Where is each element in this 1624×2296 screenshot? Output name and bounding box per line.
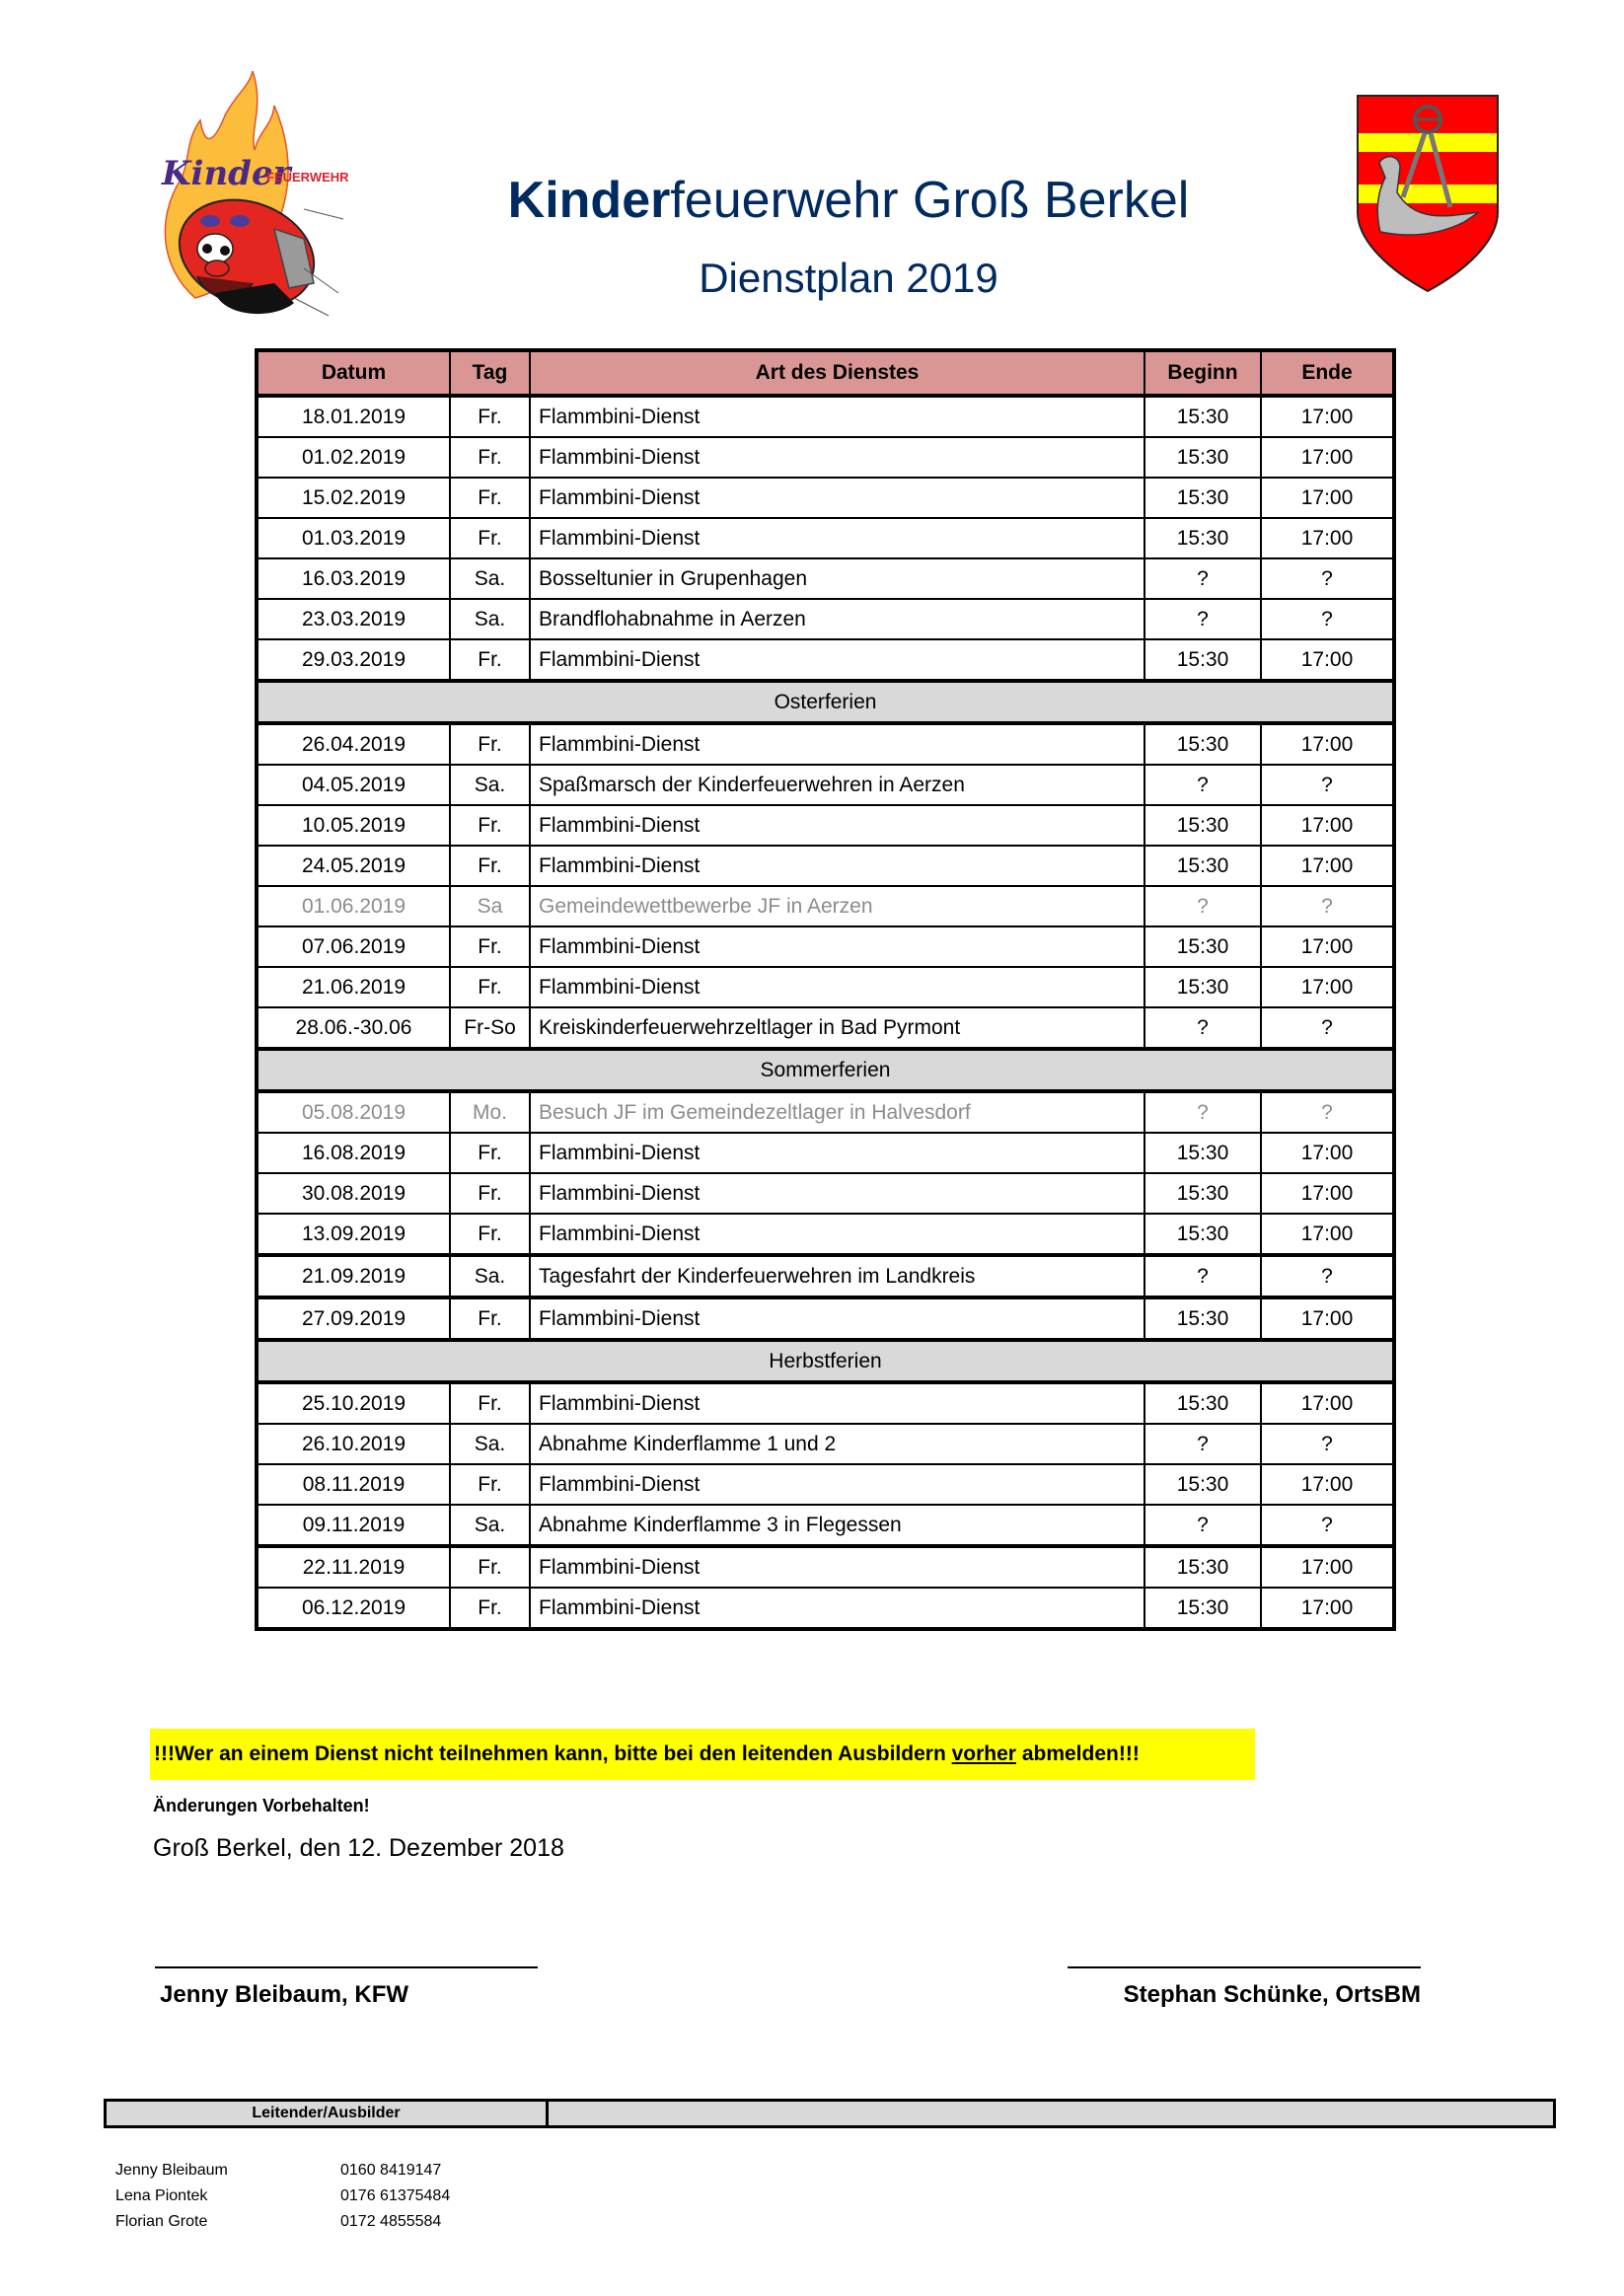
section-label: Osterferien [257, 681, 1394, 723]
cell-beginn: ? [1144, 1255, 1261, 1297]
cell-beginn: ? [1144, 599, 1261, 639]
cell-ende: 17:00 [1261, 518, 1394, 558]
table-row [257, 1133, 1394, 1173]
cell-ende: ? [1261, 1424, 1394, 1464]
cell-datum: 13.09.2019 [257, 1214, 450, 1255]
cell-art: Flammbini-Dienst [530, 1546, 1144, 1588]
cell-beginn: 15:30 [1144, 1588, 1261, 1629]
cell-datum: 21.09.2019 [257, 1255, 450, 1297]
cell-art: Flammbini-Dienst [530, 1133, 1144, 1173]
cell-ende: ? [1261, 1505, 1394, 1546]
cell-art: Spaßmarsch der Kinderfeuerwehren in Aerzen [530, 765, 1144, 805]
cell-art: Flammbini-Dienst [530, 1588, 1144, 1629]
cell-beginn: 15:30 [1144, 846, 1261, 886]
section-label: Herbstferien [257, 1340, 1394, 1382]
cell-art: Flammbini-Dienst [530, 1214, 1144, 1255]
contact-row [115, 2185, 450, 2208]
signature-name-left: Jenny Bleibaum, KFW [160, 1981, 409, 2008]
cell-tag: Fr. [450, 518, 530, 558]
cell-ende: 17:00 [1261, 1133, 1394, 1173]
cell-ende: ? [1261, 1255, 1394, 1297]
cell-ende: 17:00 [1261, 1297, 1394, 1340]
cell-beginn: 15:30 [1144, 723, 1261, 765]
section-row [257, 1049, 1394, 1091]
cell-ende: 17:00 [1261, 926, 1394, 967]
cell-tag: Fr. [450, 437, 530, 478]
table-row [257, 805, 1394, 846]
section-label: Sommerferien [257, 1049, 1394, 1091]
cell-datum: 18.01.2019 [257, 396, 450, 437]
cell-ende: 17:00 [1261, 1173, 1394, 1214]
column-header-beginn: Beginn [1144, 350, 1261, 396]
column-header-ende: Ende [1261, 350, 1394, 396]
signature-line-left [155, 1966, 538, 1968]
cell-beginn: 15:30 [1144, 926, 1261, 967]
cell-beginn: 15:30 [1144, 518, 1261, 558]
notice-underlined-word: vorher [951, 1742, 1016, 1765]
cell-ende: 17:00 [1261, 1382, 1394, 1424]
cell-beginn: ? [1144, 886, 1261, 926]
cell-datum: 01.06.2019 [257, 886, 450, 926]
column-header-art: Art des Dienstes [530, 350, 1144, 396]
table-row [257, 599, 1394, 639]
cell-ende: ? [1261, 886, 1394, 926]
cell-ende: ? [1261, 599, 1394, 639]
cell-datum: 26.10.2019 [257, 1424, 450, 1464]
cell-beginn: 15:30 [1144, 639, 1261, 681]
cell-art: Kreiskinderfeuerwehrzeltlager in Bad Pyrmont [530, 1007, 1144, 1049]
contact-phone: 0176 61375484 [340, 2187, 451, 2204]
title-rest-part: feuerwehr Groß Berkel [670, 172, 1190, 229]
table-row [257, 1546, 1394, 1588]
cell-tag: Fr. [450, 1464, 530, 1505]
cell-datum: 21.06.2019 [257, 967, 450, 1007]
svg-text:FEUERWEHR: FEUERWEHR [266, 170, 349, 185]
signature-line-right [1068, 1966, 1421, 1968]
cell-ende: ? [1261, 558, 1394, 599]
cell-ende: 17:00 [1261, 805, 1394, 846]
section-row [257, 681, 1394, 723]
notice-text-end: abmelden!!! [1015, 1742, 1140, 1765]
svg-text:Kinder: Kinder [162, 154, 291, 193]
cell-datum: 09.11.2019 [257, 1505, 450, 1546]
cell-ende: 17:00 [1261, 1588, 1394, 1629]
cell-datum: 26.04.2019 [257, 723, 450, 765]
contact-header-empty-cell [549, 2102, 1553, 2125]
fire-truck-mascot-icon [156, 71, 363, 318]
cell-datum: 23.03.2019 [257, 599, 450, 639]
cell-beginn: 15:30 [1144, 1173, 1261, 1214]
cell-datum: 30.08.2019 [257, 1173, 450, 1214]
cell-art: Brandflohabnahme in Aerzen [530, 599, 1144, 639]
cell-tag: Fr. [450, 1173, 530, 1214]
cell-art: Flammbini-Dienst [530, 805, 1144, 846]
table-row [257, 558, 1394, 599]
cell-tag: Sa. [450, 1424, 530, 1464]
cell-art: Flammbini-Dienst [530, 1173, 1144, 1214]
cell-datum: 01.02.2019 [257, 437, 450, 478]
cell-datum: 05.08.2019 [257, 1091, 450, 1133]
cell-tag: Fr. [450, 723, 530, 765]
contact-header-label: Leitender/Ausbilder [107, 2102, 549, 2125]
cell-tag: Fr. [450, 805, 530, 846]
contact-name: Florian Grote [115, 2213, 208, 2230]
cell-tag: Fr. [450, 639, 530, 681]
contact-name: Jenny Bleibaum [115, 2162, 228, 2179]
table-row [257, 765, 1394, 805]
cell-ende: 17:00 [1261, 967, 1394, 1007]
cell-ende: ? [1261, 1007, 1394, 1049]
cell-beginn: 15:30 [1144, 1214, 1261, 1255]
table-row [257, 1588, 1394, 1629]
cell-tag: Fr. [450, 1214, 530, 1255]
cell-tag: Sa. [450, 1255, 530, 1297]
cell-tag: Fr. [450, 1382, 530, 1424]
coat-of-arms-icon [1356, 94, 1500, 293]
cell-datum: 16.03.2019 [257, 558, 450, 599]
cell-datum: 01.03.2019 [257, 518, 450, 558]
cell-tag: Sa [450, 886, 530, 926]
cell-art: Flammbini-Dienst [530, 518, 1144, 558]
cell-beginn: ? [1144, 1505, 1261, 1546]
table-row [257, 926, 1394, 967]
notice-text-start: !!!Wer an einem Dienst nicht teilnehmen kann, bitte bei den leitenden Ausbildern [154, 1742, 952, 1765]
changes-reserved-note: Änderungen Vorbehalten! [153, 1796, 370, 1815]
cell-art: Abnahme Kinderflamme 3 in Flegessen [530, 1505, 1144, 1546]
cell-beginn: 15:30 [1144, 437, 1261, 478]
cell-art: Flammbini-Dienst [530, 478, 1144, 518]
contact-name: Lena Piontek [115, 2187, 208, 2204]
cell-datum: 06.12.2019 [257, 1588, 450, 1629]
contact-phone: 0160 8419147 [340, 2162, 442, 2179]
cell-beginn: 15:30 [1144, 396, 1261, 437]
cell-beginn: 15:30 [1144, 1297, 1261, 1340]
cell-tag: Sa. [450, 765, 530, 805]
contact-row [115, 2159, 441, 2183]
title-bold-part: Kinder [507, 172, 671, 229]
column-header-datum: Datum [257, 350, 450, 396]
cell-tag: Sa. [450, 1505, 530, 1546]
cell-datum: 15.02.2019 [257, 478, 450, 518]
table-row [257, 1255, 1394, 1297]
cell-beginn: 15:30 [1144, 1464, 1261, 1505]
cell-ende: 17:00 [1261, 396, 1394, 437]
cell-ende: 17:00 [1261, 639, 1394, 681]
cell-beginn: ? [1144, 765, 1261, 805]
table-row [257, 396, 1394, 437]
cell-beginn: 15:30 [1144, 967, 1261, 1007]
cell-ende: 17:00 [1261, 846, 1394, 886]
cell-tag: Fr. [450, 1546, 530, 1588]
cell-art: Bosseltunier in Grupenhagen [530, 558, 1144, 599]
table-row [257, 1214, 1394, 1255]
cell-beginn: 15:30 [1144, 1382, 1261, 1424]
cell-tag: Fr. [450, 926, 530, 967]
cell-beginn: 15:30 [1144, 478, 1261, 518]
attendance-notice [150, 1729, 1255, 1780]
table-row [257, 437, 1394, 478]
cell-datum: 10.05.2019 [257, 805, 450, 846]
table-row [257, 1505, 1394, 1546]
table-row [257, 1382, 1394, 1424]
cell-tag: Sa. [450, 558, 530, 599]
cell-art: Flammbini-Dienst [530, 846, 1144, 886]
cell-art: Flammbini-Dienst [530, 437, 1144, 478]
cell-art: Flammbini-Dienst [530, 639, 1144, 681]
cell-datum: 29.03.2019 [257, 639, 450, 681]
cell-ende: 17:00 [1261, 437, 1394, 478]
cell-art: Flammbini-Dienst [530, 926, 1144, 967]
cell-datum: 25.10.2019 [257, 1382, 450, 1424]
contact-row [115, 2210, 441, 2234]
table-row [257, 1173, 1394, 1214]
table-row [257, 846, 1394, 886]
table-row [257, 886, 1394, 926]
cell-datum: 07.06.2019 [257, 926, 450, 967]
cell-art: Tagesfahrt der Kinderfeuerwehren im Landkreis [530, 1255, 1144, 1297]
cell-art: Flammbini-Dienst [530, 1464, 1144, 1505]
cell-art: Flammbini-Dienst [530, 723, 1144, 765]
cell-datum: 16.08.2019 [257, 1133, 450, 1173]
table-row [257, 1464, 1394, 1505]
cell-art: Flammbini-Dienst [530, 1297, 1144, 1340]
cell-beginn: ? [1144, 558, 1261, 599]
table-row [257, 1091, 1394, 1133]
cell-beginn: ? [1144, 1091, 1261, 1133]
schedule-table [255, 348, 1396, 1631]
cell-art: Flammbini-Dienst [530, 967, 1144, 1007]
cell-beginn: 15:30 [1144, 1546, 1261, 1588]
cell-ende: 17:00 [1261, 478, 1394, 518]
cell-tag: Fr-So [450, 1007, 530, 1049]
table-row [257, 639, 1394, 681]
table-row [257, 1424, 1394, 1464]
page-title [375, 166, 1322, 235]
cell-datum: 04.05.2019 [257, 765, 450, 805]
cell-art: Flammbini-Dienst [530, 1382, 1144, 1424]
cell-beginn: ? [1144, 1007, 1261, 1049]
cell-datum: 28.06.-30.06 [257, 1007, 450, 1049]
table-row [257, 478, 1394, 518]
table-row [257, 518, 1394, 558]
cell-art: Flammbini-Dienst [530, 396, 1144, 437]
schedule-body [257, 396, 1394, 1629]
place-and-date: Groß Berkel, den 12. Dezember 2018 [153, 1834, 564, 1862]
table-row [257, 723, 1394, 765]
cell-beginn: 15:30 [1144, 805, 1261, 846]
cell-beginn: 15:30 [1144, 1133, 1261, 1173]
signature-name-right: Stephan Schünke, OrtsBM [1123, 1981, 1421, 2008]
cell-ende: ? [1261, 1091, 1394, 1133]
page-subtitle: Dienstplan 2019 [699, 255, 998, 301]
contact-header-box [104, 2099, 1556, 2128]
cell-datum: 27.09.2019 [257, 1297, 450, 1340]
table-row [257, 967, 1394, 1007]
cell-tag: Fr. [450, 846, 530, 886]
cell-tag: Fr. [450, 1297, 530, 1340]
kinderfeuerwehr-logo [156, 71, 363, 318]
coat-of-arms [1356, 94, 1500, 293]
cell-ende: ? [1261, 765, 1394, 805]
table-header-row [257, 350, 1394, 396]
cell-tag: Fr. [450, 1588, 530, 1629]
cell-tag: Fr. [450, 967, 530, 1007]
cell-tag: Fr. [450, 1133, 530, 1173]
column-header-tag: Tag [450, 350, 530, 396]
cell-tag: Fr. [450, 478, 530, 518]
table-row [257, 1297, 1394, 1340]
cell-datum: 24.05.2019 [257, 846, 450, 886]
cell-beginn: ? [1144, 1424, 1261, 1464]
cell-art: Besuch JF im Gemeindezeltlager in Halvesdorf [530, 1091, 1144, 1133]
cell-ende: 17:00 [1261, 723, 1394, 765]
cell-datum: 08.11.2019 [257, 1464, 450, 1505]
cell-ende: 17:00 [1261, 1214, 1394, 1255]
cell-art: Gemeindewettbewerbe JF in Aerzen [530, 886, 1144, 926]
cell-tag: Sa. [450, 599, 530, 639]
cell-tag: Mo. [450, 1091, 530, 1133]
table-row [257, 1007, 1394, 1049]
cell-ende: 17:00 [1261, 1464, 1394, 1505]
cell-ende: 17:00 [1261, 1546, 1394, 1588]
cell-datum: 22.11.2019 [257, 1546, 450, 1588]
contact-phone: 0172 4855584 [340, 2213, 442, 2230]
cell-art: Abnahme Kinderflamme 1 und 2 [530, 1424, 1144, 1464]
section-row [257, 1340, 1394, 1382]
cell-tag: Fr. [450, 396, 530, 437]
